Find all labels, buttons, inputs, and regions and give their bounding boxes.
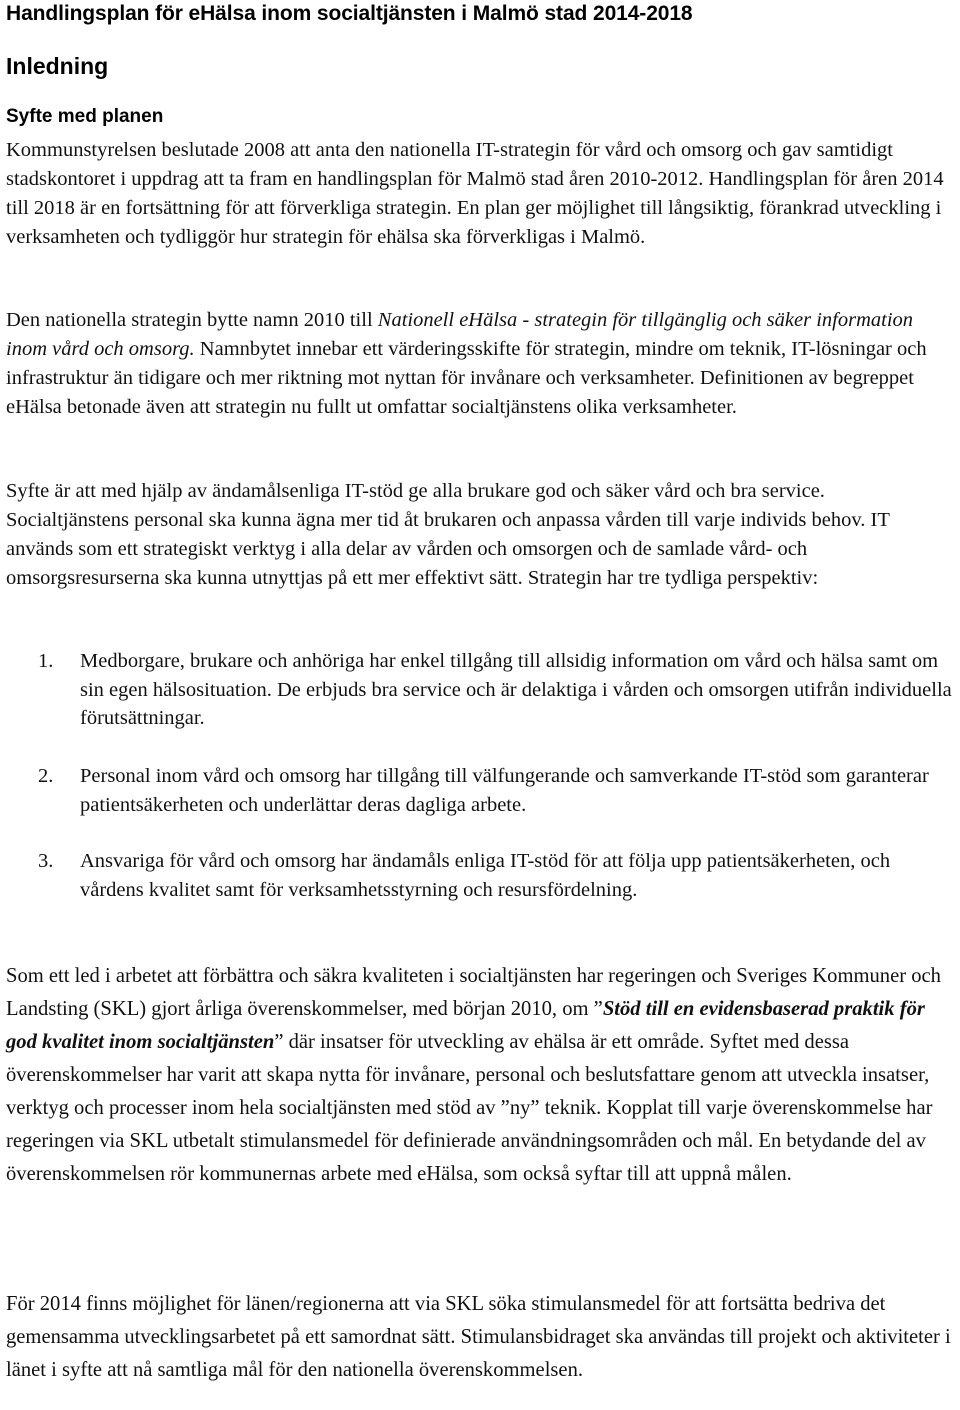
paragraph-1: Kommunstyrelsen beslutade 2008 att anta den nationella IT-strategin för vård och omsorg och gav samtidigt stadskontoret i uppdrag att ta fram en handlingsplan för Malmö stad åren 2010-2012. Handlingsplan för åren 2014 till 2018 är en fortsättning för att förverkliga strategin. En plan ger möjlighet till långsiktig, förankrad utveckling i verksamheten och tydliggör hur strategin för ehälsa ska förverkligas i Malmö. [6,139,944,248]
strategy-name: Nationell eHälsa - strategin för tillgänglig och säker information inom vård och omsorg. [6,309,914,360]
agreement-name: Stöd till en evidensbaserad praktik för god kvalitet inom socialtjänsten [6,998,925,1053]
list-text: Personal inom vård och omsorg har tillgång till välfungerande och samverkande IT-stöd som garanterar patientsäkerheten och underlättar deras dagliga arbete. [80,765,929,816]
list-number: 1. [38,650,54,672]
paragraph-4 [6,960,951,1191]
paragraph-3: Syfte är att med hjälp av ändamålsenliga IT-stöd ge alla brukare god och säker vård och bra service. Socialtjänstens personal ska kunna ägna mer tid åt brukaren och anpassa vården till varje individs behov. IT används som ett strategiskt verktyg i alla delar av vården och omsorgen och de samlade vård- och omsorgsresurserna ska kunna utnyttjas på ett mer effektivt sätt. Strategin har tre tydliga perspektiv: [6,480,890,589]
subsection-heading: Syfte med planen [6,106,164,127]
paragraph-4-start: Som ett led i arbetet att förbättra och säkra kvaliteten i socialtjänsten har regeringen och Sveriges Kommuner och Landsting (SKL) gjort årliga överenskommelser, med början 2010, om ” [6,965,941,1020]
list-number: 2. [38,765,54,787]
paragraph-2 [6,306,951,422]
paragraph-2-end: Namnbytet innebar ett värderingsskifte för strategin, mindre om teknik, IT-lösningar och infrastruktur än tidigare och mer riktning mot nyttan för invånare och verksamheter. Definitionen av begreppet eHälsa betonade även att strategin nu fullt ut omfattar socialtjänstens olika verksamheter. [6,338,927,418]
paragraph-4-end: ” där insatser för utveckling av ehälsa är ett område. Syftet med dessa överenskommelser har varit att skapa nytta för invånare, personal och beslutsfattare genom att utveckla insatser, verktyg och processer inom hela socialtjänsten med stöd av ”ny” teknik. Kopplat till varje överenskommelse har regeringen via SKL utbetalt stimulansmedel för definierade användningsområden och mål. En betydande del av överenskommelsen rör kommunernas arbete med eHälsa, som också syftar till att uppnå målen. [6,1031,933,1185]
paragraph-5: För 2014 finns möjlighet för länen/regionerna att via SKL söka stimulansmedel för att fortsätta bedriva det gemensamma utvecklingsarbetet på ett samordnat sätt. Stimulansbidraget ska användas till projekt och aktiviteter i länet i syfte att nå samtliga mål för den nationella överenskommelsen. [6,1293,951,1381]
list-text: Medborgare, brukare och anhöriga har enkel tillgång till allsidig information om vård och hälsa samt om sin egen hälsosituation. De erbjuds bra service och är delaktiga i vården och omsorgen utifrån individuella förutsättningar. [80,650,952,729]
document-title: Handlingsplan för eHälsa inom socialtjänsten i Malmö stad 2014-2018 [6,2,693,25]
paragraph-2-start: Den nationella strategin bytte namn 2010 till [6,309,378,331]
list-text: Ansvariga för vård och omsorg har ändamåls enliga IT-stöd för att följa upp patientsäkerheten, och vårdens kvalitet samt för verksamhetsstyrning och resursfördelning. [80,850,891,901]
section-heading: Inledning [6,53,109,79]
list-number: 3. [38,850,54,872]
